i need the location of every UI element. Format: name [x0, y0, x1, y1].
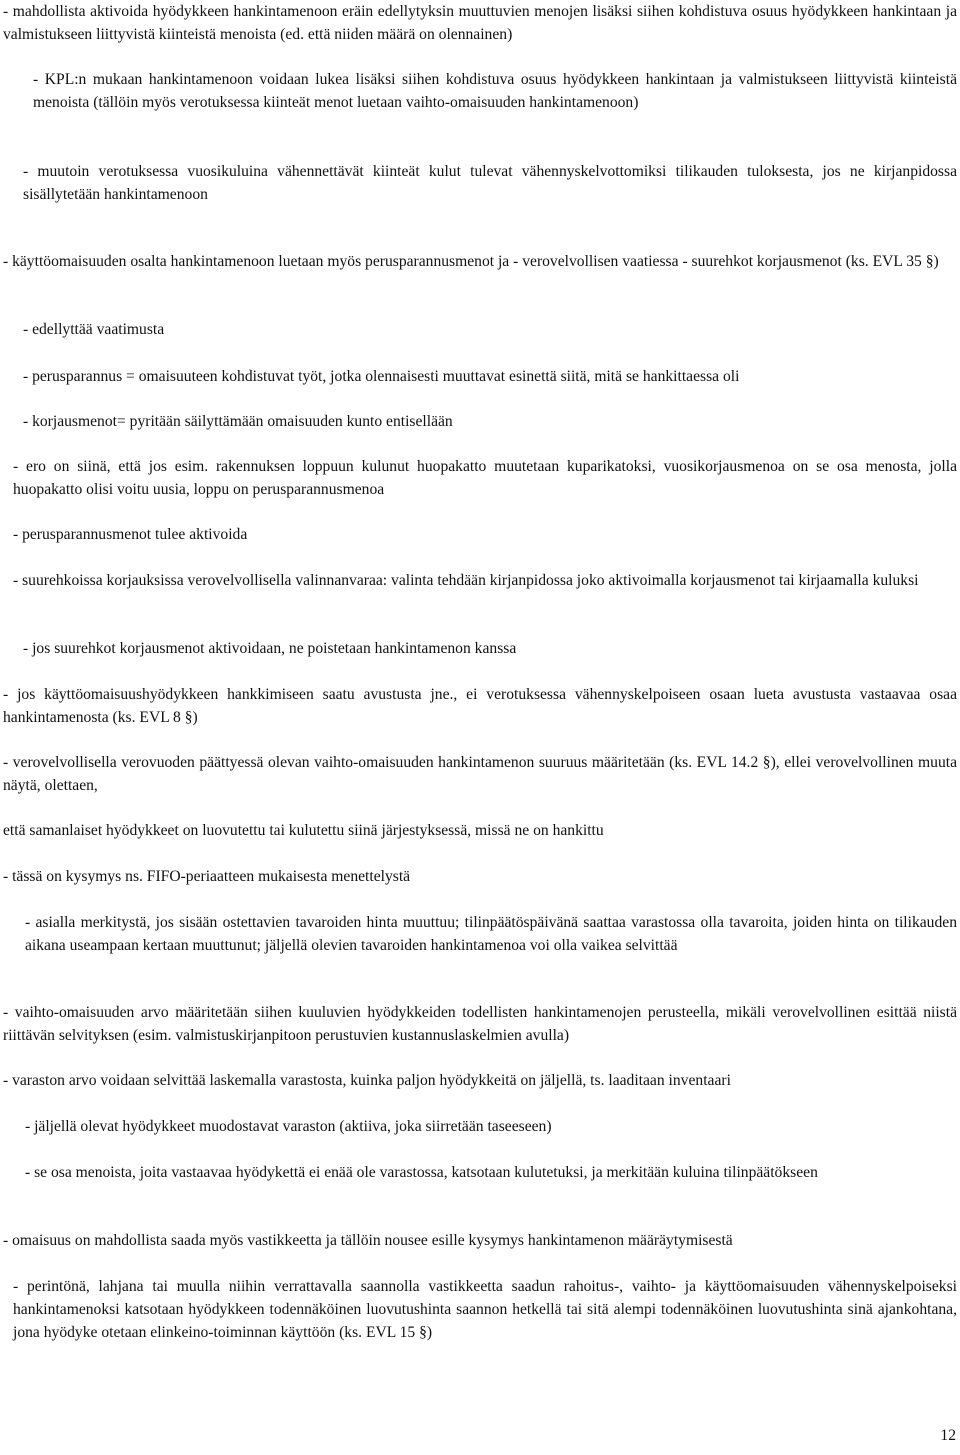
paragraph-18: - varaston arvo voidaan selvittää laskemalla varastosta, kuinka paljon hyödykkeitä on jäljellä, ts. laaditaan inventaari [3, 1072, 731, 1089]
paragraph-17: - vaihto-omaisuuden arvo määritetään siihen kuuluvien hyödykkeiden todellisten hankintamenojen perusteella, mikäli verovelvollinen esittää niistä riittävän selvityksen (esim. valmistuskirjanpitoon perustuvien kustannuslaskelmien avulla) [3, 1004, 957, 1044]
paragraph-11: - jos suurehkot korjausmenot aktivoidaan, ne poistetaan hankintamenon kanssa [23, 640, 517, 657]
paragraph-4: - käyttöomaisuuden osalta hankintamenoon luetaan myös perusparannusmenot ja - verovelvollisen vaatiessa - suurehkot korjausmenot (ks. EVL 35 §) [3, 253, 939, 270]
paragraph-15: - tässä on kysymys ns. FIFO-periaatteen mukaisesta menettelystä [3, 868, 411, 885]
paragraph-9: - perusparannusmenot tulee aktivoida [13, 526, 248, 543]
paragraph-22: - perintönä, lahjana tai muulla niihin verrattavalla saannolla vastikkeetta saadun rahoitus-, vaihto- ja käyttöomaisuuden vähennyskelpoiseksi hankintamenoksi katsotaan hyödykkeen todennäköinen luovutushinta saannon hetkellä tai sitä alempi todennäköinen luovutushinta sinä ajankohtana, jona hyödyke otetaan elinkeino-toiminnan käyttöön (ks. EVL 15 §) [13, 1278, 957, 1341]
paragraph-7: - korjausmenot= pyritään säilyttämään omaisuuden kunto entisellään [23, 413, 453, 430]
paragraph-12: - jos käyttöomaisuushyödykkeen hankkimiseen saatu avustusta jne., ei verotuksessa vähennyskelpoiseen osaan lueta avustusta vastaavaa osaa hankintamenosta (ks. EVL 8 §) [3, 686, 957, 726]
paragraph-10: - suurehkoissa korjauksissa verovelvollisella valinnanvaraa: valinta tehdään kirjanpidossa joko aktivoimalla korjausmenot tai kirjaamalla kuluksi [13, 572, 919, 589]
paragraph-6: - perusparannus = omaisuuteen kohdistuvat työt, jotka olennaisesti muuttavat esinettä siitä, mitä se hankittaessa oli [23, 368, 740, 385]
paragraph-3: - muutoin verotuksessa vuosikuluina vähennettävät kiinteät kulut tulevat vähennyskelvottomiksi tilikauden tuloksesta, jos ne kirjanpidossa sisällytetään hankintamenoon [23, 163, 957, 203]
paragraph-8: - ero on siinä, että jos esim. rakennuksen loppuun kulunut huopakatto muutetaan kuparikatoksi, vuosikorjausmenoa on se osa menosta, jolla huopakatto olisi voitu uusia, loppu on perusparannusmenoa [13, 458, 957, 498]
paragraph-20: - se osa menoista, joita vastaavaa hyödykettä ei enää ole varastossa, katsotaan kulutetuksi, ja merkitään kuluina tilinpäätökseen [25, 1164, 818, 1181]
paragraph-14: että samanlaiset hyödykkeet on luovutettu tai kulutettu siinä järjestyksessä, missä ne on hankittu [3, 822, 604, 839]
paragraph-21: - omaisuus on mahdollista saada myös vastikkeetta ja tällöin nousee esille kysymys hankintamenon määräytymisestä [3, 1232, 733, 1249]
paragraph-19: - jäljellä olevat hyödykkeet muodostavat varaston (aktiiva, joka siirretään taseeseen) [25, 1118, 552, 1135]
paragraph-2: - KPL:n mukaan hankintamenoon voidaan lukea lisäksi siihen kohdistuva osuus hyödykkeen hankintaan ja valmistukseen liittyvistä kiinteistä menoista (tällöin myös verotuksessa kiinteät menot luetaan vaihto-omaisuuden hankintamenoon) [33, 71, 957, 111]
paragraph-13: - verovelvollisella verovuoden päättyessä olevan vaihto-omaisuuden hankintamenon suuruus määritetään (ks. EVL 14.2 §), ellei verovelvollinen muuta näytä, olettaen, [3, 754, 957, 794]
page-number: 12 [940, 1427, 956, 1444]
paragraph-5: - edellyttää vaatimusta [23, 321, 165, 338]
paragraph-16: - asialla merkitystä, jos sisään ostettavien tavaroiden hinta muuttuu; tilinpäätöspäivänä saattaa varastossa olla tavaroita, joiden hinta on tilikauden aikana useampaan kertaan muuttunut; jäljellä olevien tavaroiden hankintamenoa voi olla vaikea selvittää [25, 914, 957, 954]
paragraph-1: - mahdollista aktivoida hyödykkeen hankintamenoon eräin edellytyksin muuttuvien menojen lisäksi siihen kohdistuva osuus hyödykkeen hankintaan ja valmistukseen liittyvistä kiinteistä menoista (ed. että niiden määrä on olennainen) [3, 3, 957, 43]
